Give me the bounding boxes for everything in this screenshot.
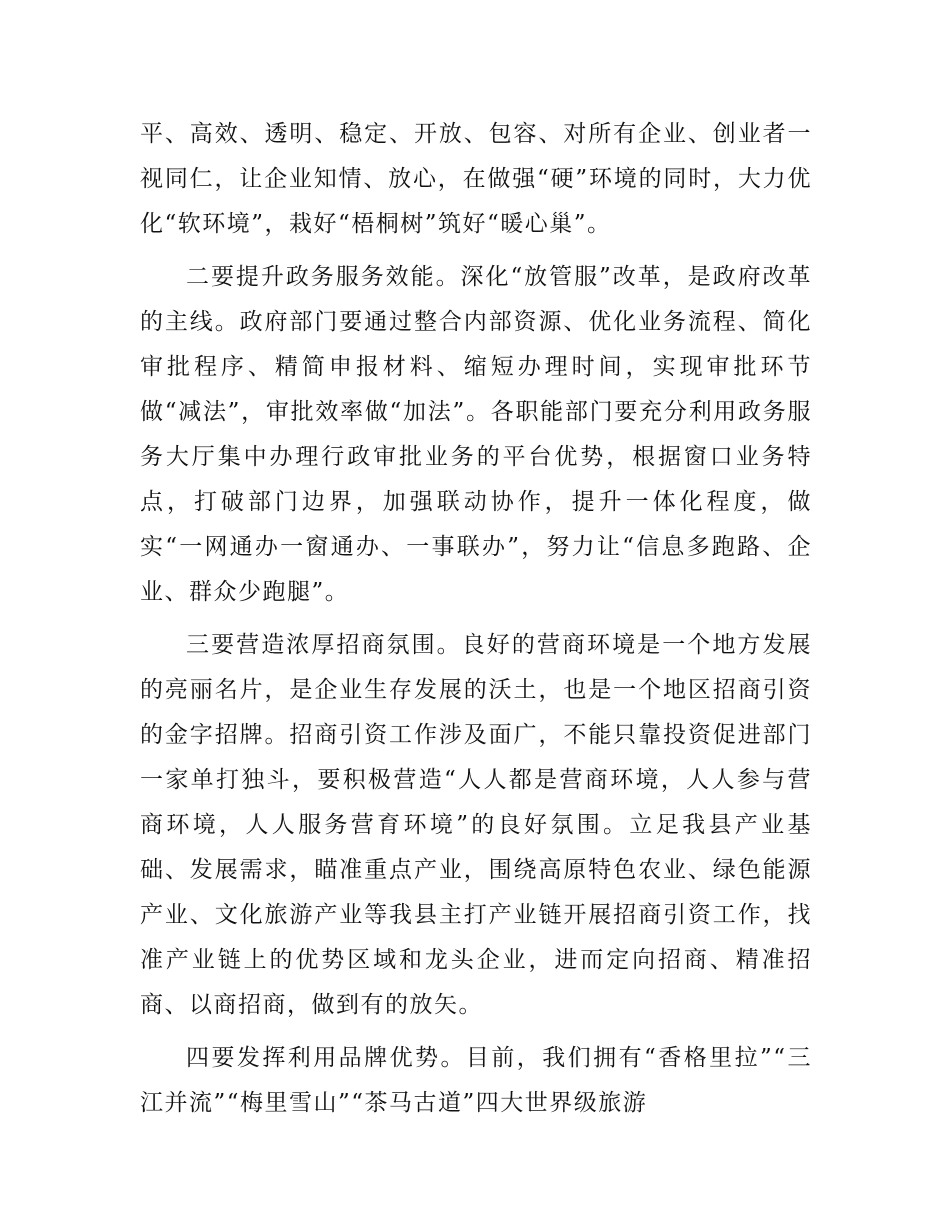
document-body <box>140 112 812 1126</box>
paragraph-service-efficiency: 二要提升政务服务效能。深化“放管服”改革，是政府改革的主线。政府部门要通过整合内部资源、优化业务流程、简化审批程序、精简申报材料、缩短办理时间，实现审批环节做“减法”，审批效率做“加法”。各职能部门要充分利用政务服务大厅集中办理行政审批业务的平台优势，根据窗口业务特点，打破部门边界，加强联动协作，提升一体化程度，做实“一网通办一窗通办、一事联办”，努力让“信息多跑路、企业、群众少跑腿”。 <box>140 264 812 605</box>
paragraph-continued: 平、高效、透明、稳定、开放、包容、对所有企业、创业者一视同仁，让企业知情、放心，在做强“硬”环境的同时，大力优化“软环境”，栽好“梧桐树”筑好“暖心巢”。 <box>140 121 812 237</box>
paragraph-brand-advantage: 四要发挥利用品牌优势。目前，我们拥有“香格里拉”“三江并流”“梅里雪山”“茶马古道”四大世界级旅游 <box>140 1045 812 1116</box>
paragraph-investment-atmosphere: 三要营造浓厚招商氛围。良好的营商环境是一个地方发展的亮丽名片，是企业生存发展的沃土，也是一个地区招商引资的金字招牌。招商引资工作涉及面广，不能只靠投资促进部门一家单打独斗，要积极营造“人人都是营商环境，人人参与营商环境，人人服务营育环境”的良好氛围。立足我县产业基础、发展需求，瞄准重点产业，围绕高原特色农业、绿色能源产业、文化旅游产业等我县主打产业链开展招商引资工作，找准产业链上的优势区域和龙头企业，进而定向招商、精准招商、以商招商，做到有的放矢。 <box>140 632 812 1018</box>
